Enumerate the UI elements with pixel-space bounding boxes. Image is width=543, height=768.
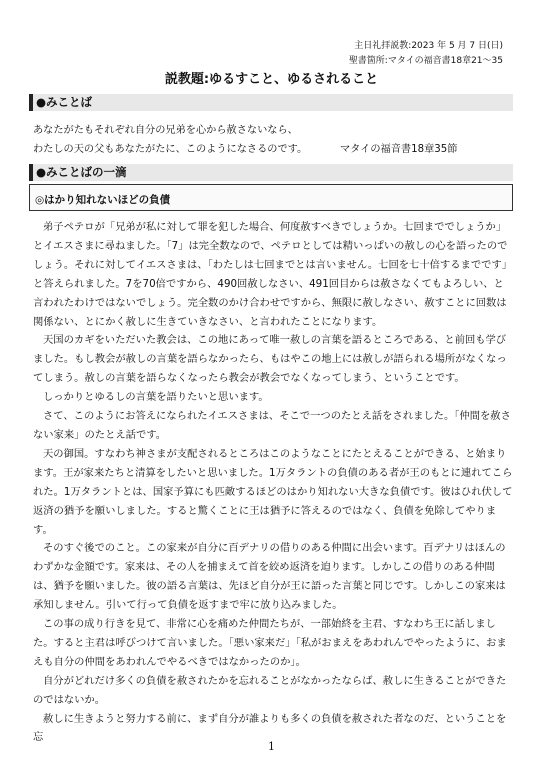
- paragraph: さて、このようにお答えになられたイエスさまは、そこで一つのたとえ話をされました。「仲間を赦さない家来」のたとえ話です。: [33, 410, 511, 441]
- paragraph: 天国のカギをいただいた教会は、この地にあって唯一赦しの言葉を語るところである、と前回も学びました。もし教会が赦しの言葉を語らなかったら、もはやこの地上には赦しが語られる場所がなくなってしまう。赦しの言葉を語らなくなったら教会が教会でなくなってしまう、ということです。: [33, 334, 507, 385]
- scripture-line-2: わたしの天の父もあなたがたに、このようになさるのです。: [33, 144, 308, 155]
- subtitle-box: [29, 184, 513, 211]
- sermon-body: [33, 218, 513, 747]
- page-number: 1: [268, 740, 275, 753]
- paragraph: 弟子ペテロが「兄弟が私に対して罪を犯した場合、何度赦すべきでしょうか。七回まででしょうか」とイエスさまに尋ねました。「7」は完全数なので、ペテロとしては精いっぱいの赦しの心を語ったのでしょう。それに対してイエスさまは、「わたしは七回までとは言いません。七回を七十倍するまでです」と答えられました。7を70倍ですから、490回赦しなさい、491回目からは赦さなくてもよろしい、と言われたわけではないでしょう。完全数のかけ合わせですから、無限に赦しなさい、赦すことに回数は関係ない、とにかく赦しに生きていきなさい、と言われたことになります。: [33, 221, 513, 328]
- section-heading-word: ●みことば: [29, 94, 513, 111]
- scripture-line-1: あなたがたもそれぞれ自分の兄弟を心から赦さないなら、: [33, 125, 298, 136]
- paragraph: 赦しに生きようと努力する前に、まず自分が誰よりも多くの負債を赦された者なのだ、ということを忘: [33, 712, 507, 744]
- paragraph: 自分がどれだけ多くの負債を赦されたかを忘れることがなかったならば、赦しに生きることができたのではないか。: [33, 674, 507, 706]
- paragraph: しっかりとゆるしの言葉を語りたいと思います。: [43, 391, 269, 404]
- paragraph: この事の成り行きを見て、非常に心を痛めた仲間たちが、一部始終を主君、すなわち王に話しました。すると主君は呼びつけて言いました。「悪い家来だ」「私がおまえをあわれんでやったように、おまえも自分の仲間をあわれんでやるべきではなかったのか」。: [33, 618, 507, 668]
- service-date: 主日礼拝説教:2023 年 5 月 7 日(日): [354, 41, 503, 51]
- scripture-reference: 聖書箇所:マタイの福音書18章21〜35: [348, 56, 503, 66]
- paragraph: 天の御国。すなわち神さまが支配されるところはこのようなことにたとえることができる、と始まります。王が家来たちと清算をしたいと思いました。1万タラントの負債のある者が王のもとに連れてこられた。1万タラントとは、国家予算にも匹敵するほどのはかり知れない大きな負債です。彼はひれ伏して返済の猶予を願いしました。すると驚くことに王は猶予に答えるのではなく、負債を免除してやります。: [33, 447, 513, 536]
- scripture-citation: マタイの福音書18章35節: [340, 144, 458, 155]
- paragraph: そのすぐ後でのこと。この家来が自分に百デナリの借りのある仲間に出会います。百デナリはほんのわずかな金額です。家来は、その人を捕まえて首を絞め返済を迫ります。しかしこの借りのある仲間は、猶予を願いました。彼の語る言葉は、先ほど自分が王に語った言葉と同じです。しかしこの家来は承知しません。引いて行って負債を返すまで牢に放り込みました。: [33, 542, 506, 612]
- sermon-title: 説教題:ゆるすこと、ゆるされること: [164, 72, 379, 87]
- section-heading-drop: ●みことばの一滴: [29, 164, 513, 181]
- subtitle-text: ◎はかり知れないほどの負債: [35, 194, 171, 206]
